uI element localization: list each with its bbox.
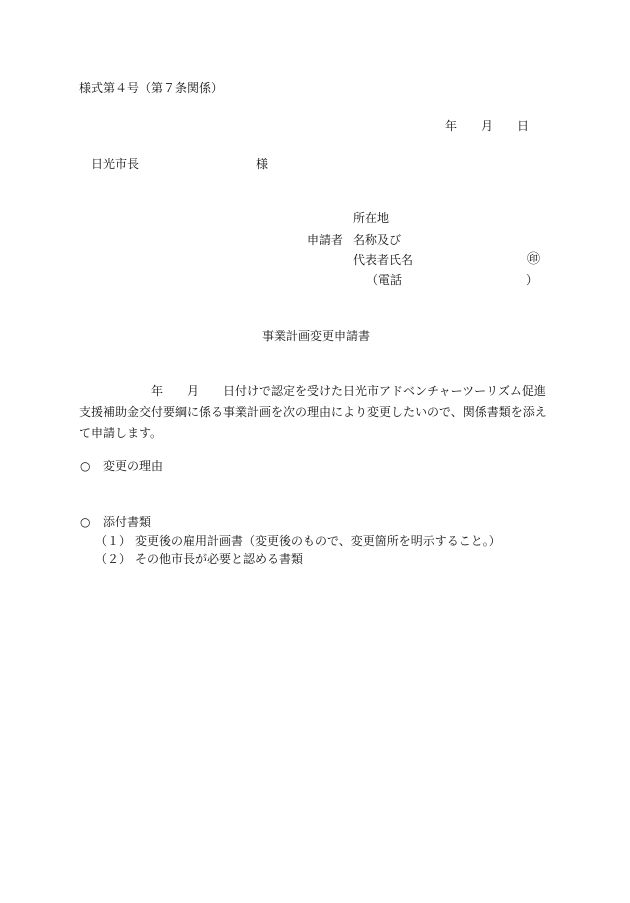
attachment-item: 変更後の雇用計画書（変更後のもので、変更箇所を明示すること。） — [135, 534, 501, 548]
addressee-name: 日光市長 — [91, 157, 140, 171]
applicant-role: 申請者 — [307, 233, 344, 247]
name-label-1: 名称及び — [353, 233, 402, 247]
phone-close: ） — [526, 273, 539, 287]
document-title: 事業計画変更申請書 — [262, 329, 371, 343]
attachment-number: （２） — [95, 552, 132, 566]
body-paragraph: 年 月 日付けで認定を受けた日光市アドベンチャーツーリズム促進支援補助金交付要綱に係る事業計画を次の理由により変更したいので、関係書類を添えて申請します。 — [79, 384, 547, 440]
seal-mark: ㊞ — [527, 252, 541, 267]
section-attachments: 添付書類 — [103, 515, 152, 529]
bullet-icon: ○ — [80, 459, 91, 473]
attachment-item: その他市長が必要と認める書類 — [135, 552, 304, 566]
phone-label: （電話 — [366, 273, 403, 287]
date-line: 年 月 日 — [445, 119, 530, 133]
attachment-number: （１） — [95, 534, 132, 548]
name-label-2: 代表者氏名 — [353, 253, 414, 267]
section-change-reason: 変更の理由 — [103, 459, 164, 473]
bullet-icon: ○ — [80, 515, 91, 529]
addressee-honorific: 様 — [256, 157, 269, 171]
address-label: 所在地 — [353, 211, 390, 225]
form-number: 様式第４号（第７条関係） — [79, 81, 224, 95]
